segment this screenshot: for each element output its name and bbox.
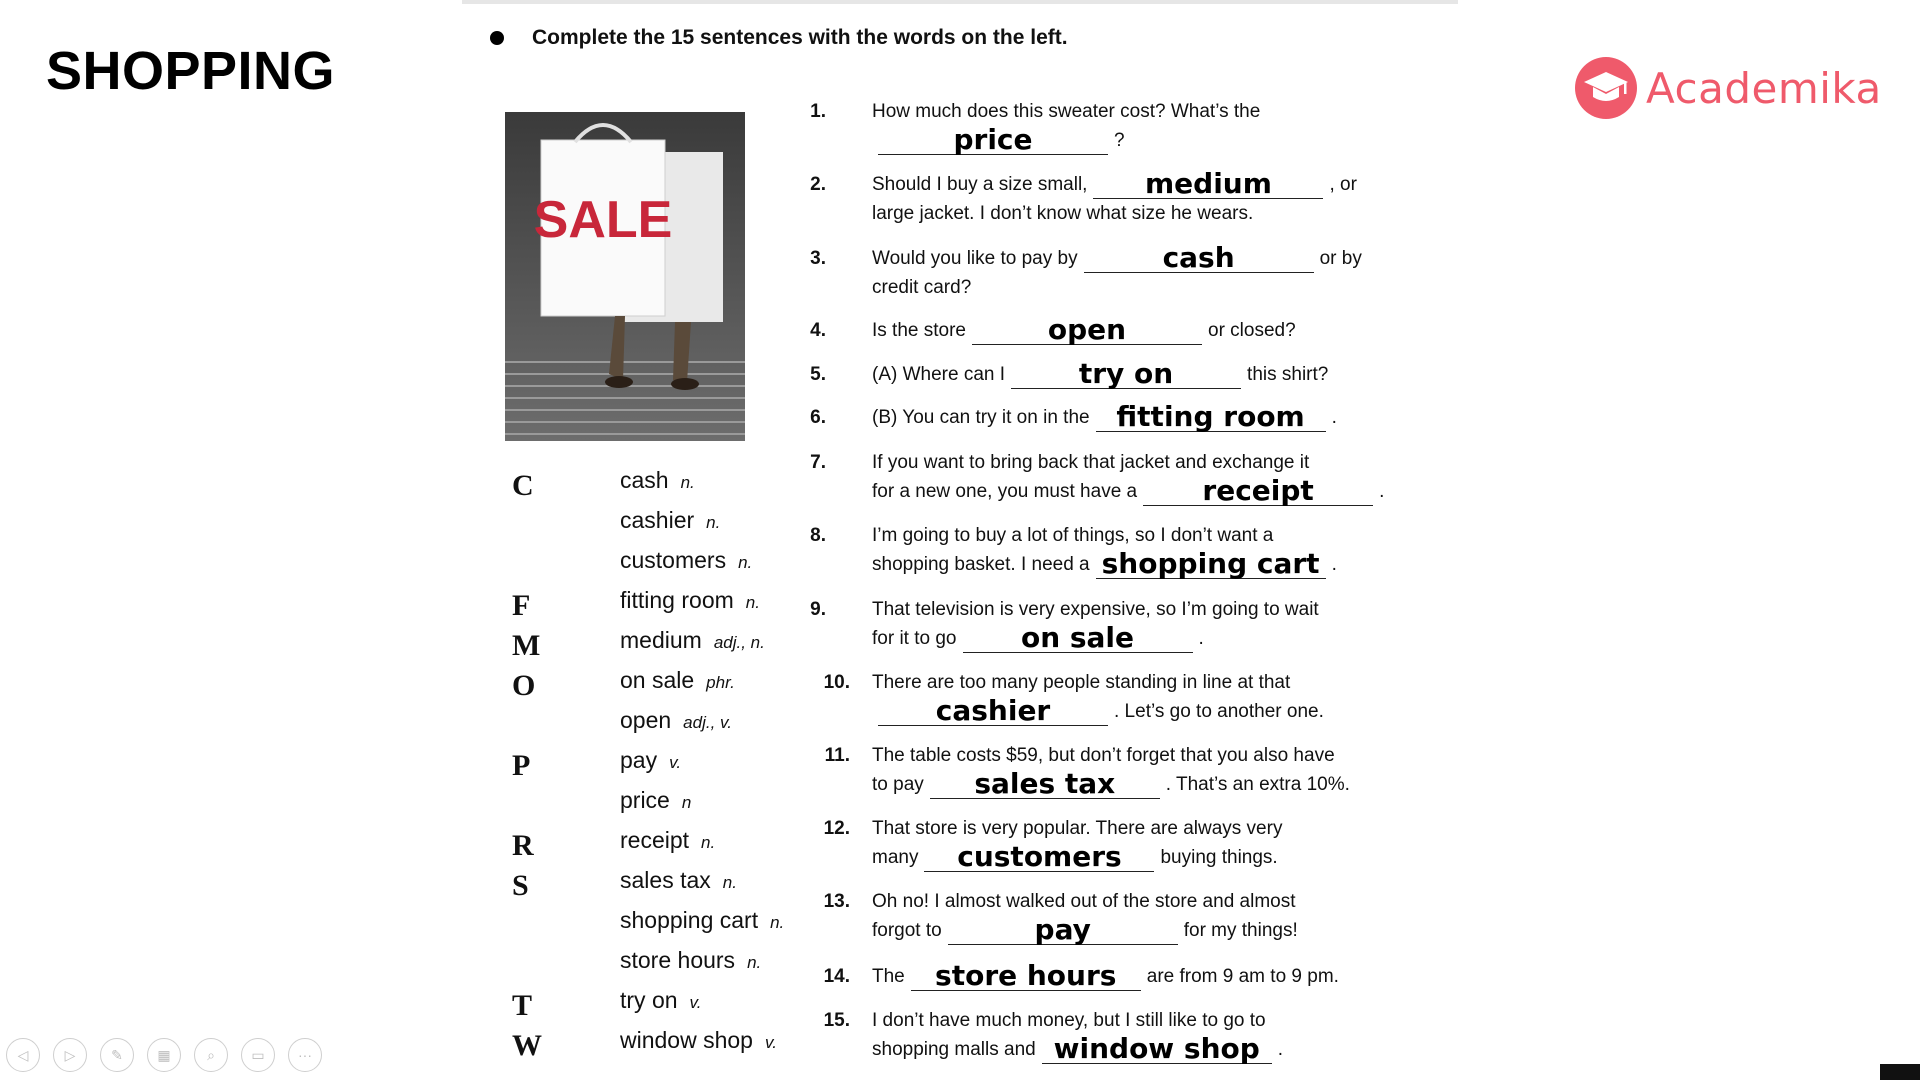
- answer-text: try on: [1078, 357, 1174, 390]
- question-text: shopping malls and: [872, 1039, 1036, 1060]
- answer-blank[interactable]: [1096, 547, 1326, 580]
- word-list-part-of-speech: n.: [701, 833, 716, 852]
- question-line: [872, 400, 1337, 433]
- question-line: [872, 595, 1319, 624]
- word-list-item: [620, 587, 760, 614]
- question-line: [872, 668, 1290, 697]
- question-text: or closed?: [1208, 320, 1296, 341]
- word-list-letter: W: [512, 1029, 542, 1062]
- subtitles-icon[interactable]: ▭: [241, 1038, 275, 1072]
- word-list-letter: O: [512, 669, 536, 702]
- word-list-word: cash: [620, 467, 669, 493]
- answer-blank[interactable]: [948, 913, 1178, 946]
- question-line: [872, 887, 1296, 916]
- word-list-part-of-speech: phr.: [706, 673, 735, 692]
- question-number: 15.: [823, 1010, 850, 1031]
- corner-block: [1880, 1064, 1920, 1080]
- word-list-item: [620, 947, 761, 974]
- question-text: There are too many people standing in line at that: [872, 672, 1291, 693]
- word-list-part-of-speech: v.: [764, 1033, 777, 1052]
- answer-blank[interactable]: [1011, 357, 1241, 390]
- answer-text: price: [953, 123, 1033, 156]
- word-list-letter: R: [512, 829, 534, 862]
- previous-icon[interactable]: ◁: [6, 1038, 40, 1072]
- question-text: Would you like to pay by: [872, 248, 1078, 269]
- answer-text: medium: [1144, 167, 1272, 200]
- answer-text: store hours: [935, 959, 1117, 992]
- question-line: [872, 448, 1309, 477]
- word-list-letter: P: [512, 749, 531, 782]
- question-text: That television is very expensive, so I’m going to wait: [872, 599, 1319, 620]
- word-list-letter: T: [512, 989, 533, 1022]
- question-line: [872, 474, 1385, 507]
- question-line: [872, 694, 1324, 727]
- word-list-part-of-speech: n.: [680, 473, 695, 492]
- question-text: many: [872, 847, 919, 868]
- question-text: for it to go: [872, 628, 957, 649]
- bullet-icon: [490, 31, 504, 45]
- word-list-word: window shop: [620, 1027, 753, 1053]
- word-list-item: [620, 827, 715, 854]
- instruction: [490, 26, 1068, 50]
- word-list-word: fitting room: [620, 587, 734, 613]
- answer-blank[interactable]: [924, 840, 1154, 873]
- word-list-part-of-speech: n: [681, 793, 692, 812]
- academika-logo: [1574, 56, 1882, 120]
- question-number: 3.: [810, 248, 826, 269]
- question-line: [872, 1032, 1283, 1065]
- answer-text: fitting room: [1116, 400, 1305, 433]
- question-text: .: [1198, 628, 1204, 649]
- word-list-word: price: [620, 787, 670, 813]
- zoom-icon[interactable]: ⌕: [194, 1038, 228, 1072]
- question-text: to pay: [872, 774, 924, 795]
- question-line: [872, 357, 1329, 390]
- question-line: [872, 814, 1282, 843]
- word-list-part-of-speech: v.: [669, 753, 682, 772]
- question-text: I don’t have much money, but I still like to go to: [872, 1010, 1266, 1031]
- question-line: [872, 913, 1298, 946]
- word-list-letter: F: [512, 589, 531, 622]
- word-list-word: store hours: [620, 947, 736, 973]
- question-line: [872, 840, 1278, 873]
- question-text: forgot to: [872, 920, 942, 941]
- answer-text: cashier: [935, 694, 1051, 727]
- question-line: [872, 741, 1335, 770]
- question-number: 5.: [810, 364, 826, 385]
- sale-label: SALE: [533, 191, 673, 249]
- question-text: That store is very popular. There are always very: [872, 818, 1283, 839]
- question-text: for a new one, you must have a: [872, 481, 1138, 502]
- word-list-part-of-speech: n.: [706, 513, 721, 532]
- logo-text: Academika: [1646, 63, 1882, 113]
- question-line: [872, 767, 1350, 800]
- word-list-word: sales tax: [620, 867, 711, 893]
- word-list-word: customers: [620, 547, 727, 573]
- word-list-word: medium: [620, 627, 702, 653]
- question-text: , or: [1329, 174, 1357, 195]
- slideshow-toolbar: [6, 1038, 335, 1072]
- slide-title: SHOPPING: [46, 41, 336, 101]
- answer-text: window shop: [1053, 1032, 1260, 1065]
- word-list-item: [620, 627, 765, 654]
- word-list-word: receipt: [620, 827, 690, 853]
- question-text: are from 9 am to 9 pm.: [1146, 966, 1339, 987]
- slides-grid-icon[interactable]: ▦: [147, 1038, 181, 1072]
- question-text: Should I buy a size small,: [872, 174, 1088, 195]
- word-list-item: [620, 467, 695, 494]
- word-list-word: cashier: [620, 507, 695, 533]
- answer-text: open: [1047, 313, 1127, 346]
- question-text: credit card?: [872, 277, 972, 298]
- word-list-part-of-speech: adj., n.: [713, 633, 765, 652]
- question-line: [872, 959, 1339, 992]
- question-text: shopping basket. I need a: [872, 554, 1090, 575]
- answer-blank[interactable]: [1143, 474, 1373, 507]
- question-line: [872, 199, 1253, 228]
- question-text: buying things.: [1160, 847, 1278, 868]
- answer-blank[interactable]: [963, 621, 1193, 654]
- question-text: large jacket. I don’t know what size he wears.: [872, 203, 1254, 224]
- question-line: [872, 521, 1273, 550]
- answer-blank[interactable]: [1042, 1032, 1272, 1065]
- answer-blank[interactable]: [878, 123, 1108, 156]
- answer-blank[interactable]: [911, 959, 1141, 992]
- sale-bag-photo: [505, 112, 745, 441]
- question-line: [872, 241, 1362, 274]
- word-list-item: [620, 507, 720, 534]
- word-list-item: [620, 1027, 777, 1054]
- question-line: [872, 621, 1204, 654]
- question-text: ?: [1114, 130, 1125, 151]
- question-text: .: [1331, 554, 1337, 575]
- word-list-part-of-speech: adj., v.: [683, 713, 732, 732]
- question-text: for my things!: [1183, 920, 1298, 941]
- question-line: [872, 1006, 1266, 1035]
- question-text: . Let’s go to another one.: [1114, 701, 1324, 722]
- answer-text: pay: [1034, 913, 1091, 946]
- word-list-part-of-speech: n.: [722, 873, 737, 892]
- question-line: [872, 123, 1125, 156]
- question-text: .: [1331, 407, 1337, 428]
- word-list-word: shopping cart: [620, 907, 759, 933]
- word-list-item: [620, 547, 752, 574]
- answer-blank[interactable]: [1093, 167, 1323, 200]
- word-list-item: [620, 747, 681, 774]
- question-text: The table costs $59, but don’t forget that you also have: [872, 745, 1335, 766]
- question-number: 8.: [810, 525, 826, 546]
- question-number: 14.: [823, 966, 850, 987]
- question-text: . That’s an extra 10%.: [1165, 774, 1350, 795]
- instruction-text: Complete the 15 sentences with the words on the left.: [532, 26, 1068, 49]
- answer-text: cash: [1162, 241, 1235, 274]
- graduation-cap-icon: [1574, 56, 1638, 120]
- question-number: 13.: [823, 891, 850, 912]
- word-list-part-of-speech: n.: [745, 593, 760, 612]
- word-list-part-of-speech: n.: [770, 913, 785, 932]
- question-text: If you want to bring back that jacket and exchange it: [872, 452, 1310, 473]
- word-list-item: [620, 987, 702, 1014]
- question-text: (A) Where can I: [872, 364, 1006, 385]
- word-list-item: [620, 867, 737, 894]
- question-text: The: [872, 966, 905, 987]
- question-number: 10.: [823, 672, 850, 693]
- word-list-letter: S: [512, 869, 529, 902]
- pen-icon[interactable]: ✎: [100, 1038, 134, 1072]
- word-list-item: [620, 907, 784, 934]
- answer-text: on sale: [1020, 621, 1135, 654]
- word-list-word: pay: [620, 747, 658, 773]
- question-text: or by: [1319, 248, 1362, 269]
- question-number: 9.: [810, 599, 826, 620]
- question-text: How much does this sweater cost? What’s the: [872, 101, 1261, 122]
- word-list-item: [620, 787, 691, 814]
- word-list-item: [620, 667, 735, 694]
- question-line: [872, 167, 1357, 200]
- word-list-part-of-speech: v.: [689, 993, 702, 1012]
- question-text: .: [1277, 1039, 1283, 1060]
- question-number: 1.: [810, 101, 826, 122]
- answer-blank[interactable]: [1096, 400, 1326, 433]
- question-line: [872, 97, 1260, 126]
- word-list-letter: M: [512, 629, 541, 662]
- word-list-word: try on: [620, 987, 678, 1013]
- question-text: (B) You can try it on in the: [872, 407, 1090, 428]
- worksheet: [462, 0, 1458, 1084]
- question-number: 6.: [810, 407, 826, 428]
- question-number: 4.: [810, 320, 826, 341]
- question-number: 11.: [824, 745, 850, 766]
- word-list-letter: C: [512, 469, 534, 502]
- answer-text: receipt: [1202, 474, 1314, 507]
- question-number: 2.: [810, 174, 826, 195]
- next-icon[interactable]: ▷: [53, 1038, 87, 1072]
- answer-blank[interactable]: [930, 767, 1160, 800]
- question-text: Oh no! I almost walked out of the store and almost: [872, 891, 1296, 912]
- answer-text: shopping cart: [1101, 547, 1320, 580]
- answer-text: sales tax: [974, 767, 1116, 800]
- word-list-word: on sale: [620, 667, 695, 693]
- answer-blank[interactable]: [972, 313, 1202, 346]
- question-line: [872, 547, 1337, 580]
- answer-text: customers: [957, 840, 1122, 873]
- answer-blank[interactable]: [1084, 241, 1314, 274]
- answer-blank[interactable]: [878, 694, 1108, 727]
- question-line: [872, 273, 971, 302]
- question-text: this shirt?: [1247, 364, 1329, 385]
- question-text: .: [1379, 481, 1385, 502]
- question-line: [872, 313, 1296, 346]
- word-list-word: open: [620, 707, 672, 733]
- more-options-icon[interactable]: ···: [288, 1038, 322, 1072]
- word-list-part-of-speech: n.: [738, 553, 753, 572]
- question-number: 12.: [823, 818, 850, 839]
- word-list-item: [620, 707, 732, 734]
- word-list-part-of-speech: n.: [747, 953, 762, 972]
- question-text: Is the store: [872, 320, 966, 341]
- question-text: I’m going to buy a lot of things, so I don’t want a: [872, 525, 1274, 546]
- question-number: 7.: [810, 452, 826, 473]
